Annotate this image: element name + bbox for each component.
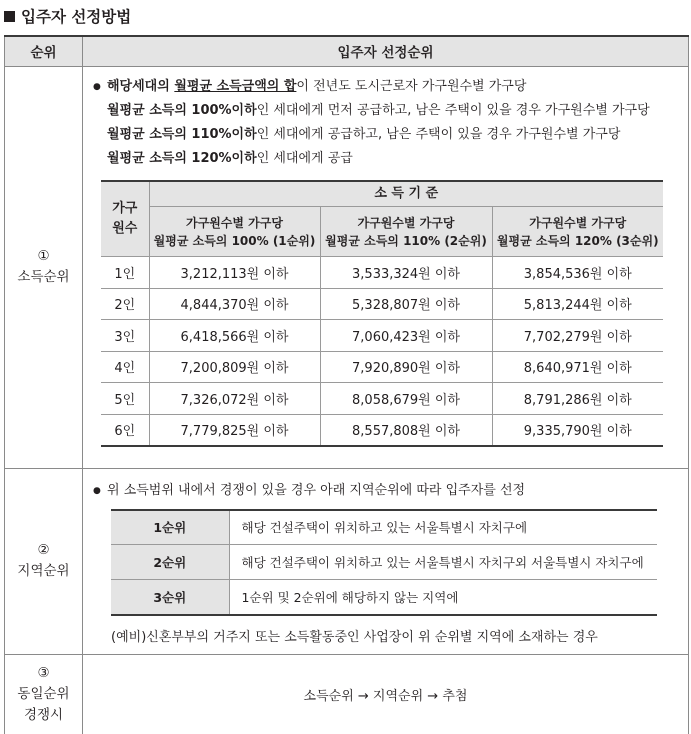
income-cell: 7,326,072원 이하 bbox=[149, 383, 320, 415]
income-cell: 8,058,679원 이하 bbox=[320, 383, 492, 415]
square-bullet-icon bbox=[4, 11, 15, 22]
table-row bbox=[101, 288, 663, 320]
income-cell: 5,813,244원 이하 bbox=[492, 288, 663, 320]
income-cell: 8,640,971원 이하 bbox=[492, 351, 663, 383]
col-100-l1: 가구원수별 가구당 bbox=[186, 215, 283, 230]
region-desc-cell: 해당 건설주택이 위치하고 있는 서울특별시 자치구외 서울특별시 자치구에 bbox=[229, 545, 657, 580]
income-criteria-header: 소 득 기 준 bbox=[149, 181, 663, 207]
table-row bbox=[111, 580, 657, 615]
income-cell: 9,335,790원 이하 bbox=[492, 414, 663, 446]
col-100-l2: 월평균 소득의 100% (1순위) bbox=[153, 233, 316, 248]
rank3-row bbox=[5, 654, 689, 734]
tie-break-flow: 소득순위 → 지역순위 → 추첨 bbox=[83, 654, 689, 734]
household-size-cell: 3인 bbox=[101, 320, 149, 352]
income-group-header-row bbox=[101, 181, 663, 207]
rank1-line-120-bold: 월평균 소득의 120%이하 bbox=[107, 150, 257, 166]
income-cell: 8,791,286원 이하 bbox=[492, 383, 663, 415]
col-110-l1: 가구원수별 가구당 bbox=[357, 215, 455, 230]
rank1-number: ① bbox=[37, 248, 50, 264]
region-rank-cell: 2순위 bbox=[111, 545, 229, 580]
col-120-l2: 월평균 소득의 120% (3순위) bbox=[496, 233, 659, 248]
table-row bbox=[101, 383, 663, 415]
header-selection-order: 입주자 선정순위 bbox=[83, 36, 689, 66]
household-size-header bbox=[101, 181, 149, 257]
rank1-intro-underline: 월평균 소득금액의 합 bbox=[174, 78, 297, 94]
rank3-label-line1: 동일순위 bbox=[17, 685, 70, 702]
income-cell: 3,533,324원 이하 bbox=[320, 257, 492, 289]
income-cell: 7,920,890원 이하 bbox=[320, 351, 492, 383]
household-size-cell: 5인 bbox=[101, 383, 149, 415]
rank1-intro bbox=[93, 75, 688, 99]
header-rank: 순위 bbox=[5, 36, 83, 66]
rank1-intro-pre: 해당세대의 bbox=[107, 78, 175, 94]
table-row bbox=[101, 257, 663, 289]
col-120-header bbox=[492, 207, 663, 257]
col-100-header bbox=[149, 207, 320, 257]
region-rank-cell: 1순위 bbox=[111, 510, 229, 545]
rank1-intro-post: 이 전년도 도시근로자 가구원수별 가구당 bbox=[296, 78, 527, 94]
region-desc-cell: 해당 건설주택이 위치하고 있는 서울특별시 자치구에 bbox=[229, 510, 657, 545]
rank1-line-110-bold: 월평균 소득의 110%이하 bbox=[107, 126, 257, 142]
table-row bbox=[101, 351, 663, 383]
rank3-label-cell bbox=[5, 654, 83, 734]
income-criteria-table bbox=[101, 180, 663, 447]
household-size-header-l1: 가구 bbox=[112, 200, 138, 216]
rank1-line-120 bbox=[93, 147, 688, 171]
rank2-intro: ● 위 소득범위 내에서 경쟁이 있을 경우 아래 지역순위에 따라 입주자를 선정 bbox=[93, 479, 688, 503]
income-cell: 7,702,279원 이하 bbox=[492, 320, 663, 352]
section-title-text: 입주자 선정방법 bbox=[21, 8, 132, 26]
rank1-label-cell bbox=[5, 66, 83, 468]
income-cell: 7,779,825원 이하 bbox=[149, 414, 320, 446]
region-rank-cell: 3순위 bbox=[111, 580, 229, 615]
rank1-line-110 bbox=[93, 123, 688, 147]
rank1-content bbox=[83, 66, 689, 468]
table-row bbox=[111, 510, 657, 545]
rank1-label: 소득순위 bbox=[17, 269, 70, 285]
table-header-row bbox=[5, 36, 689, 66]
region-note: (예비)신혼부부의 거주지 또는 소득활동중인 사업장이 위 순위별 지역에 소재하는 경우 bbox=[111, 629, 598, 645]
household-size-cell: 6인 bbox=[101, 414, 149, 446]
income-cell: 5,328,807원 이하 bbox=[320, 288, 492, 320]
selection-method-table bbox=[4, 35, 689, 734]
income-cell: 8,557,808원 이하 bbox=[320, 414, 492, 446]
income-cell: 3,212,113원 이하 bbox=[149, 257, 320, 289]
rank3-label-line2: 경쟁시 bbox=[23, 706, 64, 723]
table-row bbox=[101, 414, 663, 446]
income-cell: 3,854,536원 이하 bbox=[492, 257, 663, 289]
rank2-label: 지역순위 bbox=[17, 563, 70, 579]
rank1-line-100 bbox=[93, 99, 688, 123]
col-120-l1: 가구원수별 가구당 bbox=[529, 215, 627, 230]
rank3-number: ③ bbox=[37, 664, 50, 681]
rank1-line-100-text: 인 세대에게 먼저 공급하고, 남은 주택이 있을 경우 가구원수별 가구당 bbox=[256, 102, 650, 118]
section-title bbox=[4, 6, 131, 26]
household-size-cell: 2인 bbox=[101, 288, 149, 320]
region-rank-table bbox=[111, 509, 657, 616]
rank2-number: ② bbox=[37, 542, 50, 558]
table-row bbox=[111, 545, 657, 580]
rank1-line-110-text: 인 세대에게 공급하고, 남은 주택이 있을 경우 가구원수별 가구당 bbox=[256, 126, 621, 142]
rank2-row bbox=[5, 468, 689, 654]
household-size-cell: 1인 bbox=[101, 257, 149, 289]
income-cell: 7,200,809원 이하 bbox=[149, 351, 320, 383]
income-col-header-row bbox=[101, 207, 663, 257]
income-cell: 6,418,566원 이하 bbox=[149, 320, 320, 352]
income-cell: 7,060,423원 이하 bbox=[320, 320, 492, 352]
household-size-cell: 4인 bbox=[101, 351, 149, 383]
region-desc-cell: 1순위 및 2순위에 해당하지 않는 지역에 bbox=[229, 580, 657, 615]
rank2-label-cell bbox=[5, 468, 83, 654]
rank1-row bbox=[5, 66, 689, 468]
col-110-l2: 월평균 소득의 110% (2순위) bbox=[325, 233, 487, 248]
rank2-content bbox=[83, 468, 689, 654]
income-cell: 4,844,370원 이하 bbox=[149, 288, 320, 320]
household-size-header-l2: 원수 bbox=[112, 220, 138, 236]
table-row bbox=[101, 320, 663, 352]
rank1-line-120-text: 인 세대에게 공급 bbox=[256, 150, 353, 166]
col-110-header bbox=[320, 207, 492, 257]
rank1-line-100-bold: 월평균 소득의 100%이하 bbox=[107, 102, 257, 118]
